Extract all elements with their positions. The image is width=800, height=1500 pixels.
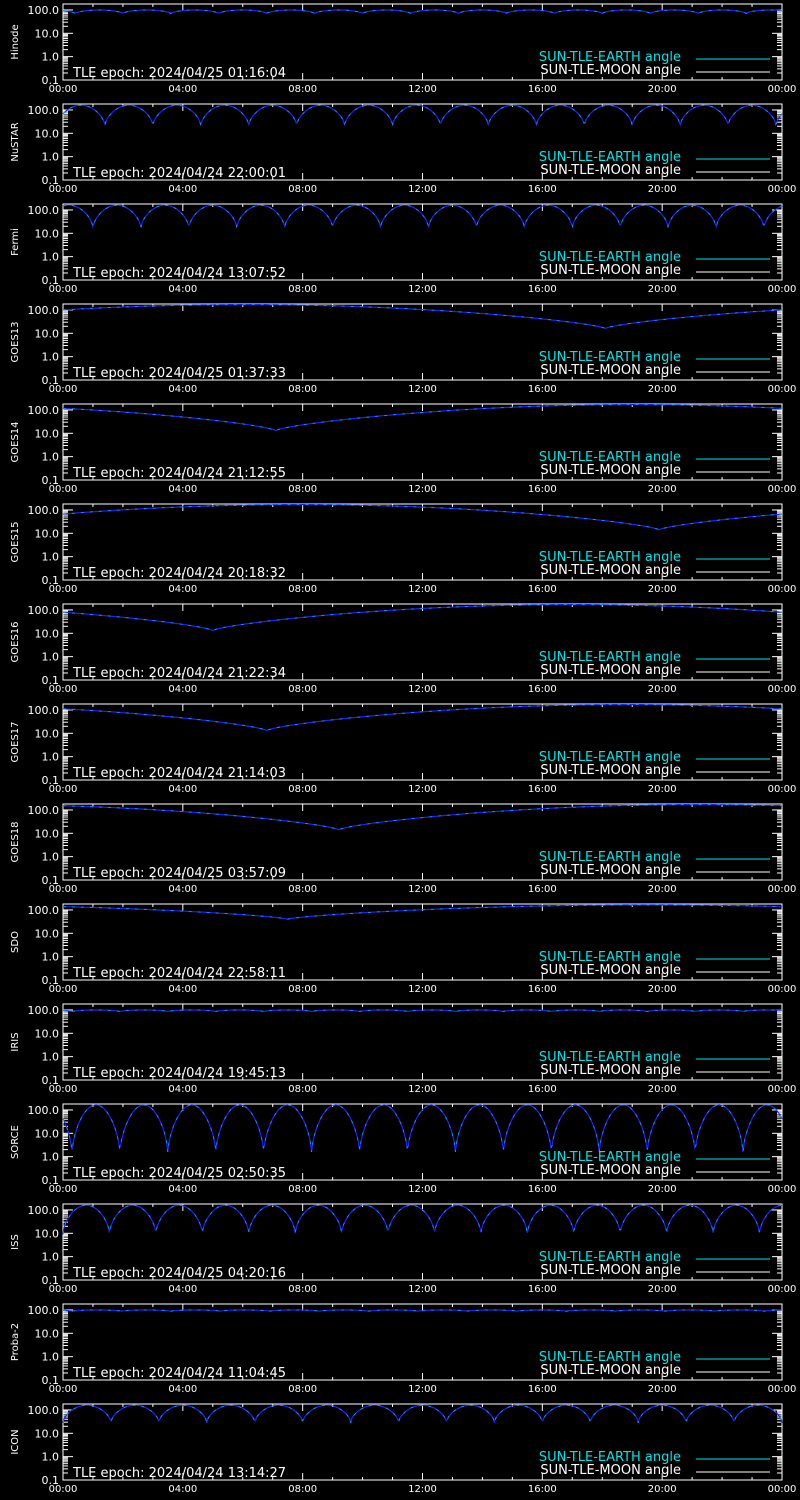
- y-tick-label: 0.1: [41, 1174, 59, 1187]
- y-tick-label: 0.1: [41, 174, 59, 187]
- x-tick-label: 00:00: [767, 84, 797, 95]
- y-tick-label: 0.1: [41, 1074, 59, 1087]
- x-tick-label: 20:00: [647, 1084, 677, 1095]
- y-tick-label: 10.0: [34, 727, 59, 741]
- y-tick-label: 10.0: [34, 1127, 59, 1141]
- panel-label: GOES16: [10, 621, 21, 663]
- panel-icon: [10, 1404, 796, 1495]
- x-tick-label: 16:00: [527, 484, 557, 495]
- x-tick-label: 00:00: [48, 384, 78, 395]
- x-tick-label: 12:00: [408, 884, 437, 895]
- x-tick-label: 04:00: [168, 1184, 198, 1195]
- x-tick-label: 00:00: [48, 784, 78, 795]
- earth-angle-curve: [63, 605, 782, 631]
- legend-earth-label: SUN-TLE-EARTH angle: [538, 950, 681, 965]
- x-tick-label: 12:00: [408, 1084, 437, 1095]
- panel-fermi: [10, 204, 796, 295]
- x-tick-label: 00:00: [767, 684, 797, 695]
- y-tick-label: 100.0: [27, 703, 59, 717]
- x-tick-label: 00:00: [767, 484, 797, 495]
- panel-goes15: [10, 504, 796, 595]
- legend-moon-label: SUN-TLE-MOON angle: [540, 1163, 681, 1178]
- x-tick-label: 08:00: [288, 1284, 318, 1295]
- legend-moon-label: SUN-TLE-MOON angle: [540, 663, 681, 678]
- x-tick-label: 04:00: [168, 184, 198, 195]
- panel-goes13: [10, 304, 796, 395]
- x-tick-label: 08:00: [288, 1484, 318, 1495]
- x-tick-label: 12:00: [408, 1284, 437, 1295]
- tle-epoch-text: TLE epoch: 2024/04/25 04:20:16: [73, 1266, 287, 1281]
- legend-moon-label: SUN-TLE-MOON angle: [540, 1263, 681, 1278]
- panel-label: GOES18: [10, 821, 21, 863]
- y-tick-label: 1.0: [41, 750, 59, 764]
- y-tick-label: 1.0: [41, 150, 59, 164]
- y-tick-label: 100.0: [27, 303, 59, 317]
- x-tick-label: 12:00: [408, 784, 437, 795]
- legend-moon-label: SUN-TLE-MOON angle: [540, 763, 681, 778]
- legend-moon-label: SUN-TLE-MOON angle: [540, 963, 681, 978]
- tle-epoch-text: TLE epoch: 2024/04/24 20:18:32: [73, 566, 287, 581]
- y-tick-label: 100.0: [27, 403, 59, 417]
- x-tick-label: 00:00: [48, 1484, 78, 1495]
- angle-curve: [63, 10, 782, 14]
- x-tick-label: 12:00: [408, 1184, 437, 1195]
- x-tick-label: 04:00: [168, 984, 198, 995]
- x-tick-label: 20:00: [647, 384, 677, 395]
- y-tick-label: 10.0: [34, 627, 59, 641]
- y-tick-label: 10.0: [34, 927, 59, 941]
- panel-goes17: [10, 704, 796, 795]
- y-tick-label: 0.1: [41, 1274, 59, 1287]
- y-tick-label: 1.0: [41, 450, 59, 464]
- x-tick-label: 16:00: [527, 1384, 557, 1395]
- x-tick-label: 16:00: [527, 1484, 557, 1495]
- y-tick-label: 100.0: [27, 3, 59, 17]
- x-tick-label: 00:00: [48, 1284, 78, 1295]
- legend-earth-label: SUN-TLE-EARTH angle: [538, 150, 681, 165]
- earth-angle-curve: [63, 1105, 782, 1152]
- y-tick-label: 10.0: [34, 427, 59, 441]
- x-tick-label: 00:00: [767, 784, 797, 795]
- y-tick-label: 1.0: [41, 1250, 59, 1264]
- x-tick-label: 08:00: [288, 84, 318, 95]
- x-tick-label: 04:00: [168, 884, 198, 895]
- x-tick-label: 04:00: [168, 84, 198, 95]
- legend-earth-label: SUN-TLE-EARTH angle: [538, 1150, 681, 1165]
- y-tick-label: 1.0: [41, 1350, 59, 1364]
- y-tick-label: 10.0: [34, 1027, 59, 1041]
- x-tick-label: 08:00: [288, 284, 318, 295]
- y-tick-label: 1.0: [41, 50, 59, 64]
- y-tick-label: 0.1: [41, 274, 59, 287]
- x-tick-label: 16:00: [527, 84, 557, 95]
- x-tick-label: 20:00: [647, 184, 677, 195]
- panel-label: GOES14: [10, 421, 21, 463]
- panel-goes16: [10, 604, 796, 695]
- y-tick-label: 0.1: [41, 774, 59, 787]
- legend-earth-label: SUN-TLE-EARTH angle: [538, 250, 681, 265]
- x-tick-label: 04:00: [168, 484, 198, 495]
- x-tick-label: 00:00: [767, 884, 797, 895]
- x-tick-label: 20:00: [647, 684, 677, 695]
- x-tick-label: 00:00: [767, 1384, 797, 1395]
- y-tick-label: 0.1: [41, 574, 59, 587]
- x-tick-label: 00:00: [48, 184, 78, 195]
- y-tick-label: 10.0: [34, 1227, 59, 1241]
- x-tick-label: 00:00: [48, 984, 78, 995]
- x-tick-label: 00:00: [48, 84, 78, 95]
- panel-iss: [10, 1204, 796, 1295]
- y-tick-label: 0.1: [41, 974, 59, 987]
- panel-label: GOES13: [10, 321, 21, 363]
- x-tick-label: 12:00: [408, 584, 437, 595]
- tle-epoch-text: TLE epoch: 2024/04/25 02:50:35: [73, 1166, 287, 1181]
- y-tick-label: 1.0: [41, 850, 59, 864]
- legend-earth-label: SUN-TLE-EARTH angle: [538, 650, 681, 665]
- legend-earth-label: SUN-TLE-EARTH angle: [538, 350, 681, 365]
- x-tick-label: 00:00: [48, 1384, 78, 1395]
- panel-sorce: [10, 1104, 796, 1195]
- x-tick-label: 20:00: [647, 484, 677, 495]
- y-tick-label: 1.0: [41, 550, 59, 564]
- y-tick-label: 10.0: [34, 27, 59, 41]
- tle-epoch-text: TLE epoch: 2024/04/24 21:22:34: [73, 666, 287, 681]
- y-tick-label: 1.0: [41, 650, 59, 664]
- x-tick-label: 16:00: [527, 184, 557, 195]
- x-tick-label: 00:00: [48, 484, 78, 495]
- x-tick-label: 20:00: [647, 584, 677, 595]
- x-tick-label: 16:00: [527, 984, 557, 995]
- legend-earth-label: SUN-TLE-EARTH angle: [538, 50, 681, 65]
- legend-earth-label: SUN-TLE-EARTH angle: [538, 1350, 681, 1365]
- y-tick-label: 100.0: [27, 1203, 59, 1217]
- y-tick-label: 0.1: [41, 74, 59, 87]
- x-tick-label: 12:00: [408, 1484, 437, 1495]
- x-tick-label: 00:00: [767, 1184, 797, 1195]
- legend-moon-label: SUN-TLE-MOON angle: [540, 163, 681, 178]
- legend-moon-label: SUN-TLE-MOON angle: [540, 863, 681, 878]
- y-tick-label: 10.0: [34, 1427, 59, 1441]
- x-tick-label: 00:00: [48, 584, 78, 595]
- tle-epoch-text: TLE epoch: 2024/04/24 21:14:03: [73, 766, 287, 781]
- x-tick-label: 00:00: [48, 684, 78, 695]
- x-tick-label: 00:00: [767, 284, 797, 295]
- y-tick-label: 0.1: [41, 374, 59, 387]
- panel-label: Hinode: [10, 24, 21, 60]
- x-tick-label: 08:00: [288, 884, 318, 895]
- y-tick-label: 10.0: [34, 127, 59, 141]
- legend-earth-label: SUN-TLE-EARTH angle: [538, 450, 681, 465]
- y-tick-label: 1.0: [41, 250, 59, 264]
- y-tick-label: 100.0: [27, 503, 59, 517]
- tle-epoch-text: TLE epoch: 2024/04/25 03:57:09: [73, 866, 287, 881]
- legend-earth-label: SUN-TLE-EARTH angle: [538, 1450, 681, 1465]
- x-tick-label: 00:00: [48, 284, 78, 295]
- tle-epoch-text: TLE epoch: 2024/04/25 01:37:33: [73, 366, 287, 381]
- panel-label: ISS: [10, 1234, 21, 1250]
- legend-earth-label: SUN-TLE-EARTH angle: [538, 850, 681, 865]
- panel-label: IRIS: [10, 1032, 21, 1052]
- x-tick-label: 16:00: [527, 1084, 557, 1095]
- panel-label: GOES15: [10, 521, 21, 563]
- tle-epoch-text: TLE epoch: 2024/04/24 21:12:55: [73, 466, 287, 481]
- x-tick-label: 04:00: [168, 284, 198, 295]
- y-tick-label: 100.0: [27, 803, 59, 817]
- x-tick-label: 16:00: [527, 284, 557, 295]
- y-tick-label: 1.0: [41, 1150, 59, 1164]
- x-tick-label: 16:00: [527, 584, 557, 595]
- panel-sdo: [10, 904, 796, 995]
- y-tick-label: 0.1: [41, 1474, 59, 1487]
- x-tick-label: 20:00: [647, 984, 677, 995]
- x-tick-label: 04:00: [168, 1084, 198, 1095]
- x-tick-label: 12:00: [408, 184, 437, 195]
- x-tick-label: 08:00: [288, 684, 318, 695]
- x-tick-label: 08:00: [288, 184, 318, 195]
- x-tick-label: 00:00: [767, 984, 797, 995]
- tle-epoch-text: TLE epoch: 2024/04/24 13:14:27: [73, 1466, 287, 1481]
- x-tick-label: 12:00: [408, 84, 437, 95]
- tle-epoch-text: TLE epoch: 2024/04/24 22:00:01: [73, 166, 287, 181]
- x-tick-label: 00:00: [767, 1484, 797, 1495]
- x-tick-label: 08:00: [288, 584, 318, 595]
- x-tick-label: 20:00: [647, 784, 677, 795]
- legend-earth-label: SUN-TLE-EARTH angle: [538, 550, 681, 565]
- y-tick-label: 10.0: [34, 227, 59, 241]
- legend-moon-label: SUN-TLE-MOON angle: [540, 63, 681, 78]
- legend-earth-label: SUN-TLE-EARTH angle: [538, 1250, 681, 1265]
- legend-moon-label: SUN-TLE-MOON angle: [540, 1463, 681, 1478]
- panel-label: SORCE: [10, 1125, 21, 1159]
- x-tick-label: 08:00: [288, 384, 318, 395]
- x-tick-label: 04:00: [168, 1484, 198, 1495]
- x-tick-label: 20:00: [647, 1184, 677, 1195]
- panel-label: Proba-2: [10, 1322, 21, 1362]
- y-tick-label: 10.0: [34, 527, 59, 541]
- x-tick-label: 08:00: [288, 1084, 318, 1095]
- y-tick-label: 100.0: [27, 903, 59, 917]
- legend-moon-label: SUN-TLE-MOON angle: [540, 363, 681, 378]
- x-tick-label: 04:00: [168, 684, 198, 695]
- x-tick-label: 12:00: [408, 384, 437, 395]
- y-tick-label: 100.0: [27, 203, 59, 217]
- panel-iris: [10, 1004, 796, 1095]
- panel-label: Fermi: [10, 228, 21, 256]
- legend-moon-label: SUN-TLE-MOON angle: [540, 563, 681, 578]
- y-tick-label: 0.1: [41, 474, 59, 487]
- x-tick-label: 12:00: [408, 984, 437, 995]
- y-tick-label: 0.1: [41, 674, 59, 687]
- panel-proba-2: [10, 1304, 796, 1395]
- legend-moon-label: SUN-TLE-MOON angle: [540, 263, 681, 278]
- x-tick-label: 00:00: [48, 1184, 78, 1195]
- y-tick-label: 10.0: [34, 827, 59, 841]
- y-tick-label: 10.0: [34, 1327, 59, 1341]
- panel-goes14: [10, 404, 796, 495]
- x-tick-label: 08:00: [288, 784, 318, 795]
- legend-moon-label: SUN-TLE-MOON angle: [540, 1063, 681, 1078]
- tle-epoch-text: TLE epoch: 2024/04/25 01:16:04: [73, 66, 287, 81]
- x-tick-label: 00:00: [767, 1084, 797, 1095]
- y-tick-label: 1.0: [41, 1050, 59, 1064]
- panel-nustar: [10, 104, 796, 195]
- x-tick-label: 16:00: [527, 784, 557, 795]
- x-tick-label: 08:00: [288, 1384, 318, 1395]
- x-tick-label: 04:00: [168, 1384, 198, 1395]
- panel-label: SDO: [10, 931, 21, 953]
- legend-moon-label: SUN-TLE-MOON angle: [540, 1363, 681, 1378]
- angle-curve: [63, 1205, 782, 1234]
- panel-hinode: [10, 4, 796, 95]
- x-tick-label: 16:00: [527, 884, 557, 895]
- x-tick-label: 16:00: [527, 384, 557, 395]
- panel-goes18: [10, 804, 796, 895]
- tle-epoch-text: TLE epoch: 2024/04/24 22:58:11: [73, 966, 287, 981]
- y-tick-label: 1.0: [41, 950, 59, 964]
- y-tick-label: 1.0: [41, 1450, 59, 1464]
- x-tick-label: 12:00: [408, 684, 437, 695]
- x-tick-label: 00:00: [767, 584, 797, 595]
- x-tick-label: 20:00: [647, 84, 677, 95]
- x-tick-label: 20:00: [647, 884, 677, 895]
- legend-earth-label: SUN-TLE-EARTH angle: [538, 1050, 681, 1065]
- y-tick-label: 100.0: [27, 1003, 59, 1017]
- tle-epoch-text: TLE epoch: 2024/04/24 13:07:52: [73, 266, 287, 281]
- x-tick-label: 08:00: [288, 984, 318, 995]
- x-tick-label: 12:00: [408, 284, 437, 295]
- x-tick-label: 20:00: [647, 1284, 677, 1295]
- panel-label: NuSTAR: [10, 122, 21, 162]
- y-tick-label: 100.0: [27, 603, 59, 617]
- x-tick-label: 04:00: [168, 584, 198, 595]
- x-tick-label: 12:00: [408, 484, 437, 495]
- x-tick-label: 08:00: [288, 1184, 318, 1195]
- x-tick-label: 04:00: [168, 1284, 198, 1295]
- x-tick-label: 16:00: [527, 1184, 557, 1195]
- legend-earth-label: SUN-TLE-EARTH angle: [538, 750, 681, 765]
- x-tick-label: 20:00: [647, 1484, 677, 1495]
- x-tick-label: 00:00: [48, 1084, 78, 1095]
- x-tick-label: 00:00: [767, 1284, 797, 1295]
- tle-epoch-text: TLE epoch: 2024/04/24 11:04:45: [73, 1366, 287, 1381]
- x-tick-label: 00:00: [767, 184, 797, 195]
- panel-label: ICON: [10, 1429, 21, 1455]
- x-tick-label: 12:00: [408, 1384, 437, 1395]
- x-tick-label: 00:00: [48, 884, 78, 895]
- angle-curve: [63, 1105, 782, 1152]
- x-tick-label: 04:00: [168, 384, 198, 395]
- y-tick-label: 1.0: [41, 350, 59, 364]
- x-tick-label: 08:00: [288, 484, 318, 495]
- x-tick-label: 00:00: [767, 384, 797, 395]
- x-tick-label: 16:00: [527, 1284, 557, 1295]
- y-tick-label: 100.0: [27, 1303, 59, 1317]
- x-tick-label: 04:00: [168, 784, 198, 795]
- x-tick-label: 16:00: [527, 684, 557, 695]
- y-tick-label: 100.0: [27, 103, 59, 117]
- legend-moon-label: SUN-TLE-MOON angle: [540, 463, 681, 478]
- x-tick-label: 20:00: [647, 284, 677, 295]
- y-tick-label: 100.0: [27, 1103, 59, 1117]
- y-tick-label: 0.1: [41, 1374, 59, 1387]
- y-tick-label: 0.1: [41, 874, 59, 887]
- y-tick-label: 100.0: [27, 1403, 59, 1417]
- x-tick-label: 20:00: [647, 1384, 677, 1395]
- panel-label: GOES17: [10, 721, 21, 763]
- tle-epoch-text: TLE epoch: 2024/04/24 19:45:13: [73, 1066, 287, 1081]
- y-tick-label: 10.0: [34, 327, 59, 341]
